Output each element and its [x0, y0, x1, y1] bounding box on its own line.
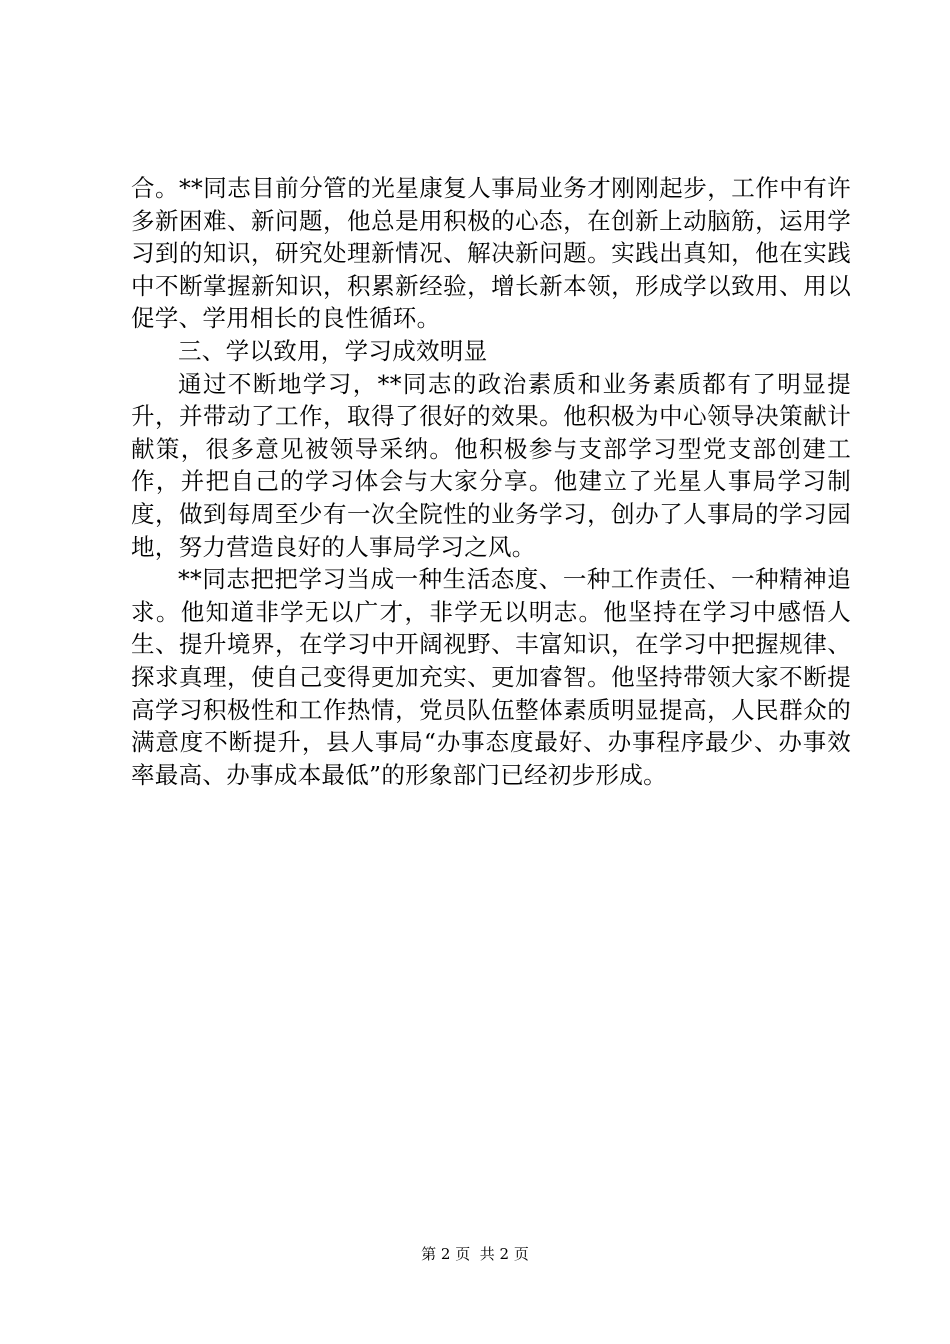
page-number-label: 第 2 页 共 2 页: [421, 1245, 529, 1263]
document-body: [131, 172, 851, 791]
page-footer: [0, 1244, 950, 1264]
paragraph-results: 通过不断地学习，**同志的政治素质和业务素质都有了明显提升，并带动了工作，取得了很好的效果。他积极为中心领导决策献计献策，很多意见被领导采纳。他积极参与支部学习型党支部创建工作，并把自己的学习体会与大家分享。他建立了光星人事局学习制度，做到每周至少有一次全院性的业务学习，创办了人事局的学习园地，努力营造良好的人事局学习之风。: [131, 369, 851, 561]
paragraph-continuation: 合。**同志目前分管的光星康复人事局业务才刚刚起步，工作中有许多新困难、新问题，他总是用积极的心态，在创新上动脑筋，运用学习到的知识，研究处理新情况、解决新问题。实践出真知，他在实践中不断掌握新知识，积累新经验，增长新本领，形成学以致用、用以促学、学用相长的良性循环。: [131, 174, 851, 333]
section-heading: 三、学以致用，学习成效明显: [178, 336, 488, 365]
paragraph-attitude: **同志把把学习当成一种生活态度、一种工作责任、一种精神追求。他知道非学无以广才，非学无以明志。他坚持在学习中感悟人生、提升境界，在学习中开阔视野、丰富知识，在学习中把握规律、探求真理，使自己变得更加充实、更加睿智。他坚持带领大家不断提高学习积极性和工作热情，党员队伍整体素质明显提高，人民群众的满意度不断提升，县人事局“办事态度最好、办事程序最少、办事效率最高、办事成本最低”的形象部门已经初步形成。: [131, 565, 851, 789]
